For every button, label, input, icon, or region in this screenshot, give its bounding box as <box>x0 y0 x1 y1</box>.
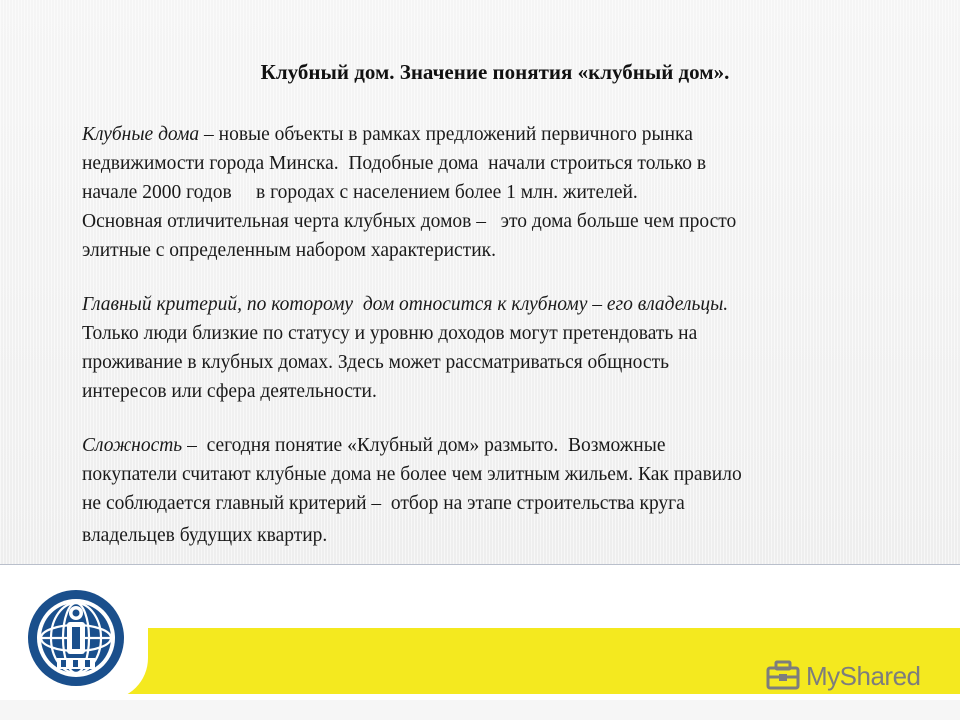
myshared-logo-icon <box>766 659 800 693</box>
para-text: – сегодня понятие «Клубный дом» размыто. Возможные <box>182 435 666 456</box>
slide-body <box>82 120 912 575</box>
bottom-strip <box>0 700 960 720</box>
para-line: Основная отличительная черта клубных домов – это дома больше чем просто <box>82 211 737 232</box>
para-line: проживание в клубных домах. Здесь может рассматриваться общность <box>82 352 669 373</box>
paragraph-club-houses <box>82 120 912 265</box>
para-line: недвижимости города Минска. Подобные дома начали строиться только в <box>82 153 707 174</box>
para-line: владельцев будущих квартир. <box>82 525 328 546</box>
para-text: – новые объекты в рамках предложений первичного рынка <box>199 124 693 145</box>
para-line: начале 2000 годов в городах с населением более 1 млн. жителей. <box>82 182 638 203</box>
para-line: интересов или сфера деятельности. <box>82 381 377 402</box>
university-logo-icon <box>26 588 126 688</box>
para-line <box>82 431 912 460</box>
paragraph-main-criterion <box>82 290 912 406</box>
para-line: не соблюдается главный критерий – отбор на этапе строительства круга <box>82 493 685 514</box>
watermark-text: MyShared <box>806 660 921 691</box>
paragraph-complexity <box>82 431 912 550</box>
para-line <box>82 120 912 149</box>
para-line: элитные с определенным набором характеристик. <box>82 240 496 261</box>
watermark <box>766 656 936 696</box>
slide-title: Клубный дом. Значение понятия «клубный дом». <box>260 60 730 84</box>
term-club-houses: Клубные дома <box>82 124 200 145</box>
para-line: Только люди близкие по статусу и уровню доходов могут претендовать на <box>82 323 698 344</box>
term-complexity: Сложность <box>82 435 183 456</box>
term-main-criterion: Главный критерий, по которому дом относится к клубному – его владельцы. <box>82 294 729 315</box>
para-line: покупатели считают клубные дома не более чем элитным жильем. Как правило <box>82 464 742 485</box>
